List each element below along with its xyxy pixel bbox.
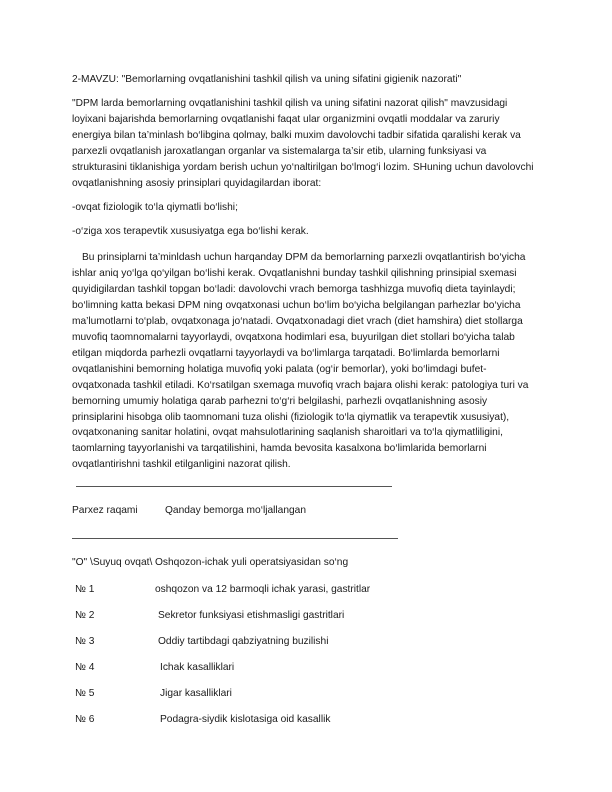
diet-number: № 1	[75, 584, 95, 595]
intro-paragraph: "DPM larda bemorlarning ovqatlanishini tashkil qilish va uning sifatini nazorat qilish" mavzusidagi loyixani bajarishda bemorlarning ovqatlanishi faqat ular organizmini ovqatli moddalar va zaruriy energiya bilan ta’minlash bo‘libgina qolmay, balki muxim davolovchi tadbir sifatida qaralishi kerak va parxezli ovqatlanish jaroxatlangan organlar va sistemalarga ta’sir etib, ularning funksiyasi va strukturasini tiklanishiga yordam berish uchun yo‘naltirilgan bo‘lmog‘i lozim. SHuning uchun davolovchi ovqatlanishning asosiy prinsiplari quyidagilardan iborat:	[72, 98, 534, 189]
diet-number: № 2	[75, 610, 95, 621]
header-diet-number: Parxez raqami	[72, 505, 138, 516]
diet-indication: Oddiy tartibdagi qabziyatning buzilishi	[158, 636, 329, 647]
diet-indication: oshqozon va 12 barmoqli ichak yarasi, gastritlar	[155, 584, 371, 595]
diet-number: № 4	[75, 662, 95, 673]
diet-indication: Sekretor funksiyasi etishmasligi gastritlari	[158, 610, 345, 621]
diet-number: № 5	[75, 688, 95, 699]
diet-number: № 6	[75, 714, 95, 725]
diet-indication: Oshqozon-ichak yuli operatsiyasidan so‘ng	[155, 557, 349, 568]
organization-paragraph: Bu prinsiplarni ta’minldash uchun harqanday DPM da bemorlarning parxezli ovqatlantirish bo‘yicha ishlar aniq yo‘lga qo‘yilgan bo‘lishi kerak. Ovqatlanishni bunday tashkil qilishning prinsipial sxemasi quyidigilardan tashkil topgan bo‘ladi: davolovchi vrach bemorga tashhizga muvofiq dieta tayinlaydi; bo‘limning katta bekasi DPM ning ovqatxonasi uchun bo‘lim bo‘yicha belgilangan parhezlar bo‘yicha ma’lumotlarni to‘plab, ovqatxonaga jo‘natadi. Ovqatxonadagi diet vrach (diet hamshira) diet stollarga muvofiq taomnomalarni tayyorlaydi, ovqatxona hodimlari esa, buyurilgan diet stollari bo‘yicha talab etilgan miqdorda parhezli ovqatlarni tayyorlaydi va bo‘limlarga tarqatadi. Bo‘limlarda bemorlarni ovqatlanishini bemorning holatiga muvofiq yoki palata (og‘ir bemorlar), yoki bo‘limdagi bufet-ovqatxonada tashkil etiladi. Ko‘rsatilgan sxemaga muvofiq vrach bajara olishi kerak: patologiya turi va bemorning umumiy holatiga qarab parhezni to‘g‘ri belgilashi, parhezli ovqatlanishning asosiy prinsiplarini hisobga olib taomnomani tuza olishi (fiziologik to‘la qiymatlik va terapevtik xususiyat), ovqatxonaning sanitar holatini, ovqat mahsulotlarining saqlanish sharoitlari va to‘la qiymatliligini, taomlarning tayyorlanishi va tarqatilishini, hamda bevosita kasalxona bo‘limlarida bemorlarni ovqatlantirishni tashkil etilganligini nazorat qilish.	[72, 252, 529, 471]
diet-number: "O" \Suyuq ovqat\	[72, 557, 153, 568]
document-title: 2-MAVZU: "Bemorlarning ovqatlanishini tashkil qilish va uning sifatini gigienik nazorati"	[72, 74, 462, 85]
table-header-rule	[72, 538, 398, 539]
table-top-rule	[76, 486, 392, 487]
diet-indication: Ichak kasalliklari	[160, 662, 235, 673]
diet-number: № 3	[75, 636, 95, 647]
diet-indication: Jigar kasalliklari	[160, 688, 232, 699]
principle-item-1: -ovqat fiziologik to‘la qiymatli bo‘lishi;	[72, 202, 238, 213]
header-patient-type: Qanday bemorga mo‘ljallangan	[165, 505, 307, 516]
diet-indication: Podagra-siydik kislotasiga oid kasallik	[160, 714, 331, 725]
principle-item-2: -o‘ziga xos terapevtik xususiyatga ega bo‘lishi kerak.	[72, 226, 309, 237]
